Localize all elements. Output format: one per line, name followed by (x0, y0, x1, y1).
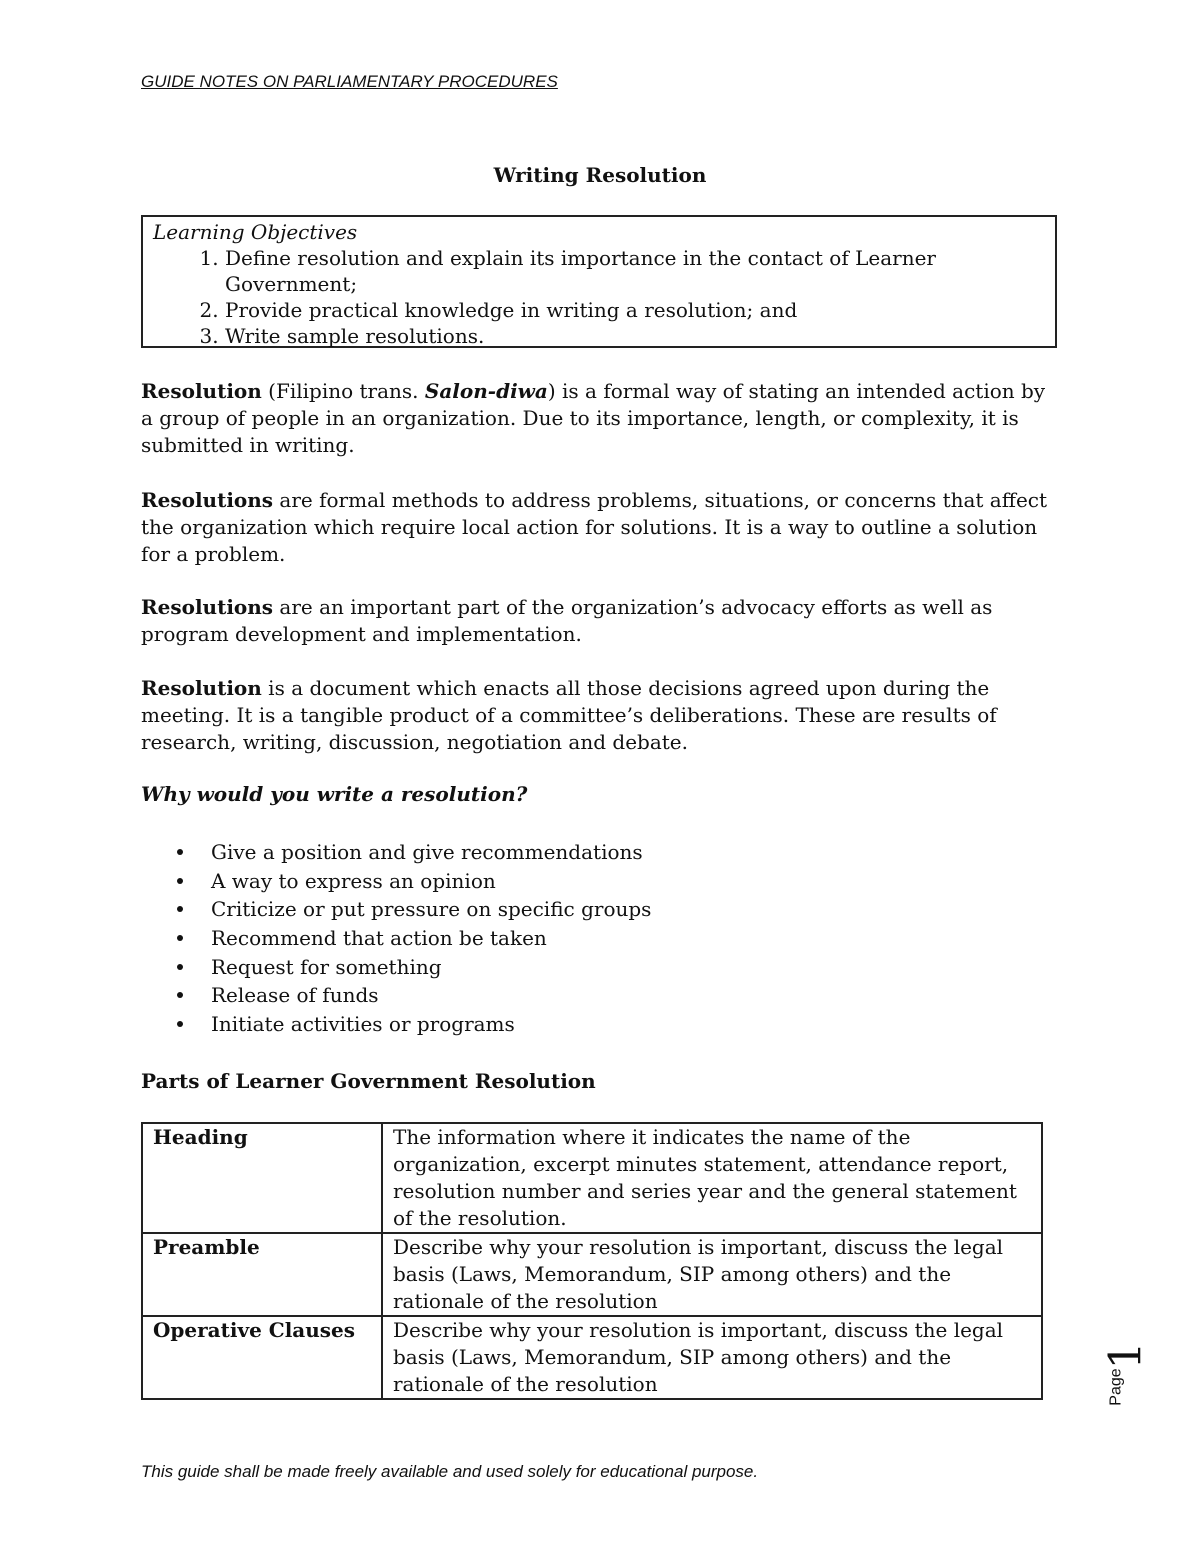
part-term: Operative Clauses (142, 1316, 382, 1399)
objective-item: 1. Define resolution and explain its importance in the contact of Learner Government; (225, 245, 1045, 297)
page-number: 1 (1100, 1341, 1152, 1370)
part-description: Describe why your resolution is important, discuss the legal basis (Laws, Memorandum, SIP among others) and the rationale of the resolution (382, 1316, 1042, 1399)
list-item: A way to express an opinion (141, 867, 651, 896)
term: Resolutions (141, 595, 274, 619)
page-number-label (1100, 1330, 1158, 1410)
list-item: Recommend that action be taken (141, 924, 651, 953)
list-item: Request for something (141, 953, 651, 982)
page-word: Page (1107, 1368, 1125, 1406)
part-description: The information where it indicates the name of the organization, excerpt minutes statement, attendance report, resolution number and series year and the general statement of the resolution. (382, 1123, 1042, 1233)
list-item: Release of funds (141, 981, 651, 1010)
filipino-term: Salon-diwa (424, 379, 548, 403)
parts-heading: Parts of Learner Government Resolution (141, 1069, 596, 1093)
objectives-heading: Learning Objectives (153, 220, 358, 244)
text: ) is a formal way of stating an intended action by a group of people in an organization. Due to its importance, length, or complexity, it is submitted in writing. (141, 379, 1046, 457)
list-item: Initiate activities or programs (141, 1010, 651, 1039)
why-heading: Why would you write a resolution? (141, 782, 528, 806)
table-row (142, 1123, 1042, 1233)
reasons-list (141, 838, 651, 1039)
term: Resolution (141, 379, 262, 403)
term: Resolutions (141, 488, 274, 512)
table-row (142, 1316, 1042, 1399)
objective-item: 3. Write sample resolutions. (225, 323, 1045, 349)
part-term: Heading (142, 1123, 382, 1233)
text: are an important part of the organization’s advocacy efforts as well as program development and implementation. (141, 595, 993, 646)
text: (Filipino trans. (261, 379, 425, 403)
definition-paragraph (141, 487, 1061, 568)
part-description: Describe why your resolution is important, discuss the legal basis (Laws, Memorandum, SIP among others) and the rationale of the resolution (382, 1233, 1042, 1316)
list-item: Give a position and give recommendations (141, 838, 651, 867)
definition-paragraph (141, 594, 1061, 648)
parts-table (141, 1122, 1043, 1400)
list-item: Criticize or put pressure on specific groups (141, 895, 651, 924)
objectives-list (153, 245, 1045, 349)
document-footer: This guide shall be made freely available and used solely for educational purpose. (141, 1462, 759, 1481)
term: Resolution (141, 676, 262, 700)
document-header: GUIDE NOTES ON PARLIAMENTARY PROCEDURES (141, 72, 558, 91)
definition-paragraph (141, 675, 1061, 756)
learning-objectives-box (141, 215, 1057, 348)
table-row (142, 1233, 1042, 1316)
text: are formal methods to address problems, situations, or concerns that affect the organization which require local action for solutions. It is a way to outline a solution for a problem. (141, 488, 1048, 566)
objective-item: 2. Provide practical knowledge in writing a resolution; and (225, 297, 1045, 323)
definition-paragraph (141, 378, 1061, 459)
page-title: Writing Resolution (493, 163, 707, 187)
text: is a document which enacts all those decisions agreed upon during the meeting. It is a tangible product of a committee’s deliberations. These are results of research, writing, discussion, negotiation and debate. (141, 676, 997, 754)
part-term: Preamble (142, 1233, 382, 1316)
